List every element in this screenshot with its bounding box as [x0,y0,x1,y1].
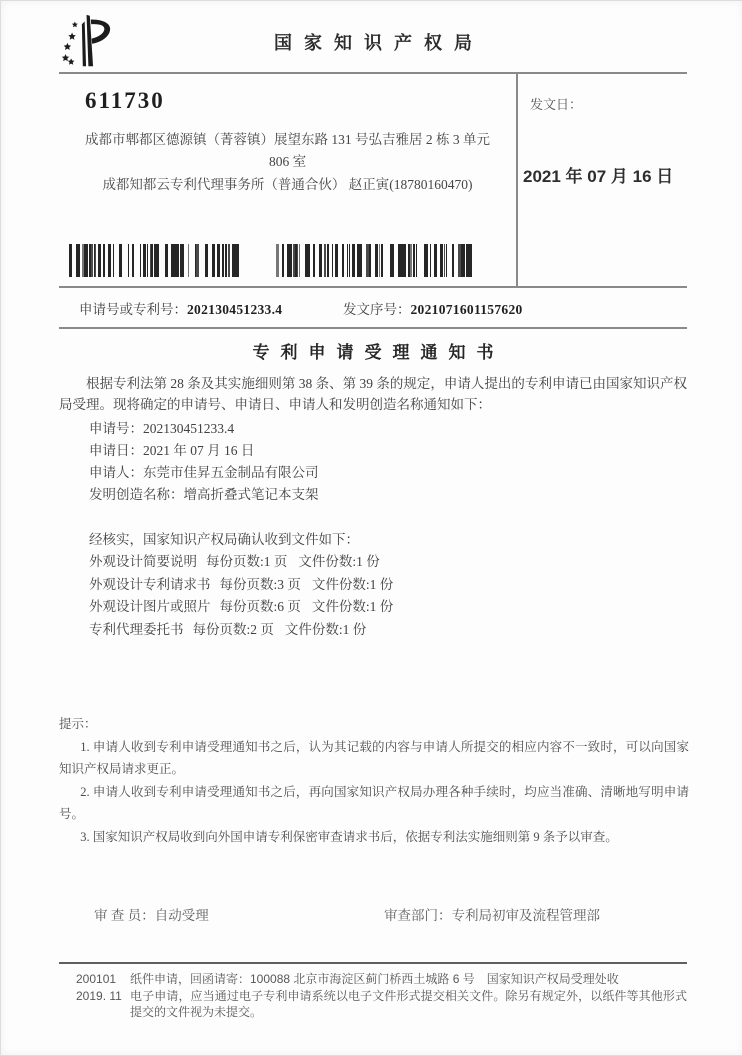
cnipa-logo-icon [59,13,115,69]
department-field: 审查部门：专利局初审及流程管理部 [384,908,600,923]
field-application-number: 申请号：202130451233.4 [89,421,235,436]
form-revision-code: 2019. 11 [76,989,122,1003]
dispatch-serial-number: 发文序号：2021071601157620 [343,302,523,317]
issue-date-cell [516,74,687,286]
received-file-item: 外观设计专利请求书 每份页数:3 页 文件份数:1 份 [89,576,394,592]
barcode [274,244,472,277]
field-applicant: 申请人：东莞市佳昇五金制品有限公司 [89,465,319,480]
notice-intro: 根据专利法第 28 条及其实施细则第 38 条、第 39 条的规定，申请人提出的专利申请已由国家知识产权局受理。现将确定的申请号、申请日、申请人和发明创造名称通知如下： [59,376,687,412]
issue-date-value: 2021 年 07 月 16 日 [523,167,674,186]
notice-body [59,328,687,641]
footer-note-electronic: 电子申请，应当通过电子专利申请系统以电子文件形式提交相关文件。除另有规定外，以纸件等其他形式提交的文件视为未提交。 [130,989,687,1019]
barcode [69,244,239,277]
footer-row-paper [59,971,687,987]
hint-item-2: 2. 申请人收到专利申请受理通知书之后，再向国家知识产权局办理各种手续时，均应当准确、清晰地写明申请号。 [59,784,689,821]
examiner-field: 审 查 员：自动受理 [94,908,209,923]
recipient-cell [59,74,516,286]
recipient-address-line2: 806 室 [268,154,307,169]
application-fields [59,418,687,506]
field-invention-title: 发明创造名称：增高折叠式笔记本支架 [89,487,319,502]
field-application-date: 申请日：2021 年 07 月 16 日 [89,443,255,458]
agency-name: 国家知识产权局 [274,33,484,53]
notice-title: 专利申请受理通知书 [252,343,505,362]
signoff-row [59,904,687,928]
footer-note-paper: 纸件申请，回函请寄：100088 北京市海淀区蓟门桥西土城路 6 号 国家知识产权局受理处收 [130,972,619,986]
hint-item-1: 1. 申请人收到专利申请受理通知书之后，认为其记载的内容与申请人所提交的相应内容不一致时，可以向国家知识产权局请求更正。 [59,739,689,776]
application-number: 申请号或专利号：202130451233.4 [79,302,283,317]
hints-title: 提示： [59,717,97,731]
document-header [59,1,687,74]
footer-row-electronic [59,988,687,1020]
received-file-item: 外观设计图片或照片 每份页数:6 页 文件份数:1 份 [89,599,394,614]
recipient-address-line1: 成都市郫都区德源镇（菁蓉镇）展望东路 131 号弘吉雅居 2 栋 3 单元 [85,132,490,147]
reference-numbers-row [59,286,687,329]
hints-section [59,713,689,848]
postal-code: 611730 [85,88,165,113]
received-file-item: 外观设计简要说明 每份页数:1 页 文件份数:1 份 [89,554,380,569]
hint-item-3: 3. 国家知识产权局收到向外国申请专利保密审查请求书后，依据专利法实施细则第 9 条予以审查。 [80,829,618,844]
received-file-item: 专利代理委托书 每份页数:2 页 文件份数:1 份 [89,621,367,637]
form-code: 200101 [76,972,117,986]
received-files-intro: 经核实，国家知识产权局确认收到文件如下： [89,532,359,547]
document-footer [59,962,687,1021]
issue-date-label: 发文日： [530,97,583,112]
patent-agency-line: 成都知都云专利代理事务所（普通合伙） 赵正寅(18780160470) [102,177,473,192]
mailing-info-table [59,74,687,288]
received-files-list [59,551,687,641]
